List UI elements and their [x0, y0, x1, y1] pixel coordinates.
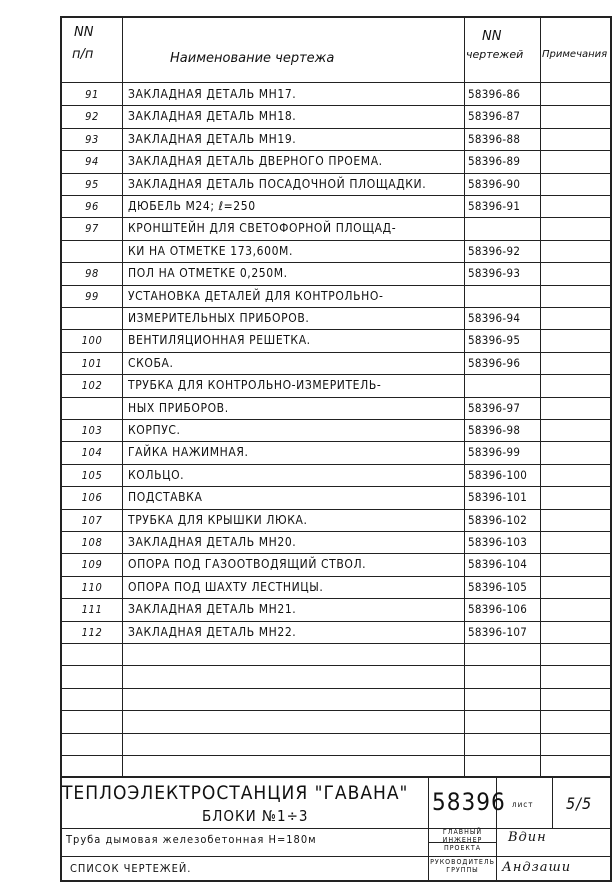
- row-number: 107: [81, 513, 103, 527]
- header-title: Наименование чертежа: [170, 51, 335, 66]
- table-row: [62, 330, 610, 352]
- row-title: ТРУБКА ДЛЯ КОНТРОЛЬНО-ИЗМЕРИТЕЛЬ-: [128, 378, 382, 393]
- signature-group-head: Андзаши: [502, 860, 572, 875]
- table-row: [62, 286, 610, 308]
- row-divider: [62, 733, 610, 734]
- title-block-col: [552, 776, 553, 828]
- header-code-l1: NN: [482, 29, 502, 44]
- table-row: [62, 420, 610, 442]
- row-title: ПОДСТАВКА: [128, 490, 203, 505]
- row-code: 58396-88: [468, 131, 521, 146]
- object-name: Труба дымовая железобетонная Н=180м: [66, 833, 317, 846]
- role-group-head: РУКОВОДИТЕЛЬ ГРУППЫ: [430, 858, 495, 874]
- row-code: 58396-95: [468, 333, 521, 348]
- row-number: 98: [85, 267, 99, 281]
- row-title: НЫХ ПРИБОРОВ.: [128, 400, 229, 415]
- row-code: 58396-100: [468, 467, 528, 482]
- row-title: ВЕНТИЛЯЦИОННАЯ РЕШЕТКА.: [128, 333, 311, 348]
- header-num-l1: NN: [74, 25, 94, 40]
- row-code: 58396-89: [468, 154, 521, 169]
- row-code: 58396-87: [468, 109, 521, 124]
- table-row: [62, 263, 610, 285]
- row-title: ЗАКЛАДНАЯ ДЕТАЛЬ МН22.: [128, 624, 297, 639]
- row-number: 102: [81, 379, 103, 393]
- project-code: 58396: [432, 788, 506, 816]
- row-number: 92: [85, 110, 99, 124]
- row-title: ИЗМЕРИТЕЛЬНЫХ ПРИБОРОВ.: [128, 311, 310, 325]
- row-title: КРОНШТЕЙН ДЛЯ СВЕТОФОРНОЙ ПЛОЩАД-: [128, 221, 397, 236]
- table-row: [62, 398, 610, 420]
- row-title: ОПОРА ПОД ГАЗООТВОДЯЩИЙ СТВОЛ.: [128, 557, 367, 572]
- row-number: 111: [81, 603, 103, 617]
- row-divider: [62, 688, 610, 689]
- row-title: СКОБА.: [128, 355, 174, 370]
- header-note: Примечания: [542, 49, 608, 60]
- row-code: 58396-104: [468, 557, 528, 572]
- header-divider: [62, 82, 610, 83]
- row-code: 58396-103: [468, 535, 528, 549]
- header-code-l2: чертежей: [466, 48, 524, 61]
- row-title: ОПОРА ПОД ШАХТУ ЛЕСТНИЦЫ.: [128, 579, 324, 594]
- row-number: 112: [81, 625, 103, 639]
- row-code: 58396-97: [468, 400, 521, 415]
- row-title: ТРУБКА ДЛЯ КРЫШКИ ЛЮКА.: [128, 512, 308, 527]
- table-row: [62, 353, 610, 375]
- table-row: [62, 375, 610, 397]
- row-number: 110: [81, 580, 103, 594]
- row-code: 58396-106: [468, 602, 528, 617]
- row-divider: [62, 755, 610, 756]
- title-block-top: [62, 776, 610, 778]
- row-title: ЗАКЛАДНАЯ ДЕТАЛЬ МН21.: [128, 602, 297, 617]
- row-number: 95: [85, 177, 99, 191]
- document-name: СПИСОК ЧЕРТЕЖЕЙ.: [70, 862, 192, 875]
- table-row: [62, 151, 610, 173]
- row-code: 58396-107: [468, 624, 528, 639]
- table-row: [62, 218, 610, 240]
- table-row: [62, 241, 610, 263]
- row-code: 58396-90: [468, 176, 521, 191]
- row-number: 94: [85, 155, 99, 169]
- header-num-l2: п/п: [72, 47, 94, 62]
- table-row: [62, 442, 610, 464]
- table-row: [62, 599, 610, 621]
- row-title: ЗАКЛАДНАЯ ДЕТАЛЬ МН19.: [128, 131, 297, 146]
- org-name: ТЕПЛОЭЛЕКТРОСТАНЦИЯ "ГАВАНА": [62, 782, 409, 804]
- row-title: КИ НА ОТМЕТКЕ 173,600М.: [128, 243, 294, 258]
- row-title: ЗАКЛАДНАЯ ДЕТАЛЬ ПОСАДОЧНОЙ ПЛОЩАДКИ.: [128, 176, 427, 191]
- signature-chief-engineer: Вдин: [508, 830, 547, 845]
- row-code: 58396-102: [468, 512, 528, 527]
- row-code: 58396-99: [468, 445, 521, 460]
- row-title: ДЮБЕЛЬ М24; ℓ=250: [128, 199, 256, 213]
- row-title: ЗАКЛАДНАЯ ДЕТАЛЬ ДВЕРНОГО ПРОЕМА.: [128, 154, 383, 169]
- row-number: 99: [85, 289, 99, 303]
- title-block-divider: [62, 828, 610, 829]
- row-number: 100: [81, 334, 103, 348]
- row-title: КОЛЬЦО.: [128, 467, 185, 482]
- sheet-number: 5/5: [566, 794, 593, 813]
- row-title: ЗАКЛАДНАЯ ДЕТАЛЬ МН17.: [128, 87, 297, 101]
- org-blocks: БЛОКИ №1÷3: [202, 807, 309, 825]
- row-title: ЗАКЛАДНАЯ ДЕТАЛЬ МН18.: [128, 109, 297, 124]
- row-code: 58396-93: [468, 266, 521, 281]
- row-number: 103: [81, 424, 103, 437]
- row-number: 104: [81, 446, 103, 460]
- sheet-label: лист: [512, 800, 534, 809]
- row-number: 106: [81, 491, 103, 505]
- table-row: [62, 487, 610, 509]
- row-code: 58396-101: [468, 490, 528, 505]
- row-divider: [62, 710, 610, 711]
- row-title: ПОЛ НА ОТМЕТКЕ 0,250М.: [128, 266, 288, 281]
- row-title: УСТАНОВКА ДЕТАЛЕЙ ДЛЯ КОНТРОЛЬНО-: [128, 288, 384, 303]
- row-number: 97: [85, 222, 99, 236]
- row-number: 105: [81, 468, 103, 482]
- table-row: [62, 308, 610, 330]
- row-code: 58396-92: [468, 243, 521, 258]
- row-number: 108: [81, 536, 103, 549]
- row-code: 58396-96: [468, 355, 521, 370]
- row-number: 91: [85, 88, 99, 101]
- table-row: [62, 196, 610, 218]
- table-row: [62, 174, 610, 196]
- row-number: 93: [85, 132, 99, 146]
- row-divider: [62, 665, 610, 666]
- table-row: [62, 84, 610, 106]
- table-row: [62, 554, 610, 576]
- title-block-divider: [62, 856, 610, 857]
- role-chief-engineer: ГЛАВНЫЙ ИНЖЕНЕР ПРОЕКТА: [442, 828, 483, 852]
- row-code: 58396-98: [468, 423, 521, 437]
- row-divider: [62, 643, 610, 644]
- table-row: [62, 106, 610, 128]
- row-title: КОРПУС.: [128, 423, 181, 437]
- row-code: 58396-105: [468, 579, 528, 594]
- table-row: [62, 510, 610, 532]
- table-row: [62, 129, 610, 151]
- row-title: ГАЙКА НАЖИМНАЯ.: [128, 445, 249, 460]
- row-number: 109: [81, 558, 103, 572]
- row-number: 96: [85, 200, 99, 213]
- row-title: ЗАКЛАДНАЯ ДЕТАЛЬ МН20.: [128, 535, 297, 549]
- row-code: 58396-94: [468, 311, 521, 325]
- drawing-sheet: [60, 16, 612, 882]
- table-row: [62, 465, 610, 487]
- table-row: [62, 622, 610, 644]
- table-row: [62, 577, 610, 599]
- row-code: 58396-86: [468, 87, 521, 101]
- table-row: [62, 532, 610, 554]
- row-code: 58396-91: [468, 199, 521, 213]
- row-number: 101: [81, 356, 103, 370]
